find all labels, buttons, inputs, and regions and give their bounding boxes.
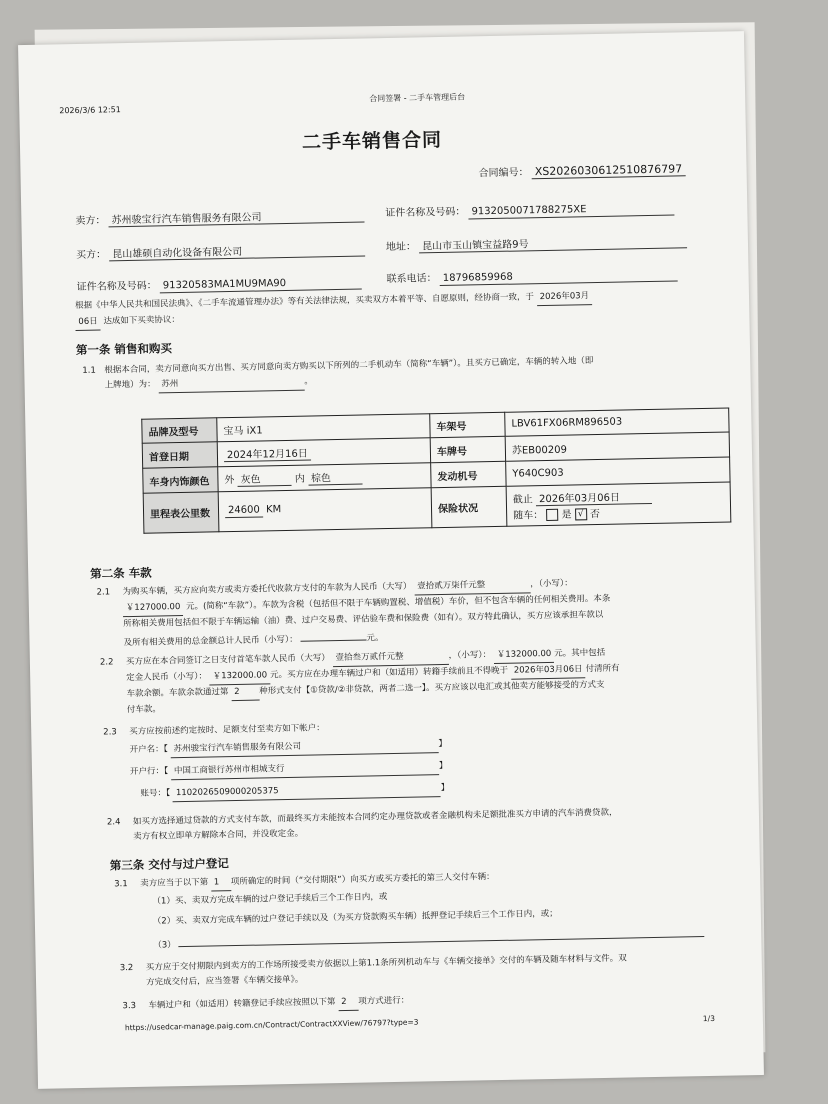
plate-value: 苏EB00209 xyxy=(505,432,729,461)
clause-3-3-number: 3.3 xyxy=(122,1000,137,1012)
clause-2-1-e: 及所有相关费用的总金额总计人民币（小写）： xyxy=(123,634,298,649)
price-in-words: 壹拾贰万柒仟元整 xyxy=(414,577,530,595)
clause-2-2 xyxy=(100,643,741,718)
clause-2-2-g: 车款余额。车款余款通过第 xyxy=(126,687,229,700)
insurance-cell xyxy=(506,482,731,526)
buyer-address-label: 地址： xyxy=(385,241,417,254)
insurance-until-value: 2026年03月06日 xyxy=(536,488,652,506)
delivery-option-2: （2）买、卖双方完成车辆的过户登记手续以及（为买方贷款购买车辆）抵押登记手续后三个工作日内，或； xyxy=(152,908,558,927)
clause-2-2-d: 定金人民币（小写）： xyxy=(126,671,208,684)
int-prefix: 内 xyxy=(294,473,305,485)
clause-2-2-number: 2.2 xyxy=(99,657,114,668)
clause-1-1-end: 。 xyxy=(304,376,313,387)
odometer-value: 24600 xyxy=(225,504,263,518)
clause-2-1-a: 为购买车辆，买方应向卖方或卖方委托代收款方支付的车款为人民币（大写） xyxy=(122,581,412,598)
buyer-cert-row xyxy=(77,273,362,295)
payoff-date: 2026年03月06日 xyxy=(511,662,586,679)
payment-method: 2 xyxy=(231,685,259,702)
article-1-title: 第一条 销售和购买 xyxy=(75,341,173,358)
transfer-item: 2 xyxy=(338,995,358,1011)
clause-1-1 xyxy=(82,354,594,395)
first-payment-amount: ￥132000.00 xyxy=(494,647,555,664)
preamble-date-b: 06日 xyxy=(75,315,101,331)
vin-label: 车架号 xyxy=(430,412,505,437)
account-name-value: 苏州骏宝行汽车销售服务有限公司 xyxy=(170,737,438,758)
delivery-option-3 xyxy=(153,924,704,954)
buyer-value: 昆山雄硕自动化设备有限公司 xyxy=(109,240,365,261)
preamble-suffix: 达成如下买卖协议： xyxy=(103,315,180,327)
color-label: 车身内饰颜色 xyxy=(143,467,218,493)
account-name-label: 开户名：【 xyxy=(129,744,168,756)
seller-cert-row xyxy=(385,198,674,221)
transfer-city: 苏州 xyxy=(158,375,304,394)
clause-3-3-b: 项方式进行： xyxy=(358,995,410,1007)
clause-3-1-number: 3.1 xyxy=(114,879,128,890)
buyer-cert-value: 91320583MA1MU9MA90 xyxy=(160,277,362,294)
article-2-title: 第二条 车款 xyxy=(90,565,152,581)
vehicle-table xyxy=(141,407,731,533)
clause-3-2-a: 买方应于交付期限内到卖方的工作场所接受卖方依据以上第1.1条所列机动车与《车辆交接单》交付的车辆及随车材料与文件。双 xyxy=(145,953,627,973)
engine-value: Y640C903 xyxy=(506,457,730,486)
clause-3-1 xyxy=(114,870,495,893)
insurance-label: 保险状况 xyxy=(431,486,507,527)
brand-label: 品牌及型号 xyxy=(142,418,217,443)
clause-1-1-text2: 上牌地）为： xyxy=(104,379,156,391)
clause-3-2-b: 方完成交付后，应当签署《车辆交接单》。 xyxy=(145,974,304,988)
clause-2-2-a: 买方应在本合同签订之日支付首笔车款人民币（大写） xyxy=(125,653,330,668)
article-3-title: 第三条 交付与过户登记 xyxy=(109,856,229,873)
ext-color: 灰色 xyxy=(237,470,291,487)
seller-value: 苏州骏宝行汽车销售服务有限公司 xyxy=(108,206,364,227)
preamble-date-a: 2026年03月 xyxy=(537,289,593,306)
vin-value: LBV61FX06RM896503 xyxy=(505,408,729,436)
clause-2-1 xyxy=(96,573,737,651)
clause-2-2-c: 元。其中包括 xyxy=(554,647,606,659)
buyer-phone-row xyxy=(386,264,677,287)
clause-1-1-text: 根据本合同，卖方同意向买方出售、买方同意向卖方购买以下所列的二手机动车（简称“车辆”）。且买方已确定，车辆的转入地（即 xyxy=(104,356,594,376)
clause-2-2-i: 付车款。 xyxy=(126,704,161,716)
contract-number-value: XS2026030612510876797 xyxy=(532,162,686,179)
contract-number xyxy=(478,160,685,180)
reg-date-label: 首登日期 xyxy=(142,442,217,468)
clause-2-2-b: ，（小写）： xyxy=(448,650,492,661)
clause-2-3-number: 2.3 xyxy=(103,727,117,738)
contract-number-label: 合同编号： xyxy=(478,167,529,180)
clause-3-1-b: 项所确定的时间（“交付期限”）向买方或买方委托的第三人交付车辆： xyxy=(230,872,495,888)
clause-2-2-h: 种形式支付【①贷款/②非贷款，两者二选一】。买方应该以电汇或其他卖方能够接受的方式支 xyxy=(259,679,605,697)
odometer-label: 里程表公里数 xyxy=(143,492,219,533)
clause-2-1-d: 所称相关费用包括但不限于车辆运输（油）费、过户交易费、评估验车费和保险费（如有）。双方特此确认，买方应该承担车款以 xyxy=(123,609,604,630)
insurance-with-label: 随车： xyxy=(513,510,544,522)
account-name-row xyxy=(129,737,447,759)
clause-3-2-number: 3.2 xyxy=(119,963,134,974)
ext-prefix: 外 xyxy=(224,474,235,487)
delivery-option-1: （1）买、卖双方完成车辆的过户登记手续后三个工作日内，或 xyxy=(152,892,388,907)
page-number: 1/3 xyxy=(702,1013,716,1024)
clause-2-1-c: 元。(简称“车款”）。车款为含税（包括但不限于车辆购置税、增值税）车价，但不包含车辆的任何相关费用。本条 xyxy=(185,593,611,612)
seller-cert-label: 证件名称及号码： xyxy=(385,206,466,220)
bank-close: 】 xyxy=(438,760,448,772)
buyer-address-row xyxy=(386,232,687,254)
account-number-row xyxy=(140,781,449,803)
clause-2-4-number: 2.4 xyxy=(106,817,121,828)
clause-3-1-a: 卖方应当于以下第 xyxy=(140,877,209,889)
clause-2-2-e: 元。买方应在办理车辆过户和（如适用）转籍手续前且不得晚于 xyxy=(270,665,509,681)
clause-2-4-a: 如买方选择通过贷款的方式支付车款，而最终买方未能按本合同约定办理贷款或者金融机构未足额批准买方申请的汽车消费贷款， xyxy=(132,807,618,828)
account-number-value: 1102026509000205375 xyxy=(173,781,441,802)
clause-1-1-number: 1.1 xyxy=(82,365,96,376)
seller-label: 卖方： xyxy=(75,215,106,227)
odometer-cell xyxy=(218,488,432,532)
buyer-cert-label: 证件名称及号码： xyxy=(76,280,157,293)
account-name-close: 】 xyxy=(438,738,448,750)
clause-3-3-a: 车辆过户和（如适用）转籍登记手续应按照以下第 xyxy=(148,997,336,1011)
buyer-phone-value: 18796859968 xyxy=(440,268,678,286)
bank-row xyxy=(130,759,448,781)
clause-3-3 xyxy=(122,994,409,1016)
insurance-until-label: 截止 xyxy=(512,494,533,506)
plate-label: 车牌号 xyxy=(430,436,505,462)
buyer-row xyxy=(76,240,365,262)
yes-checkbox xyxy=(546,509,558,521)
clause-2-2-f: 付清所有 xyxy=(585,663,620,675)
price-amount: ￥127000.00 xyxy=(123,600,184,617)
first-payment-in-words: 壹拾叁万贰仟元整 xyxy=(332,649,448,667)
delivery-item: 1 xyxy=(211,875,231,891)
clause-2-3-text: 买方应按前述约定按时、足额支付至卖方如下帐户： xyxy=(129,723,325,738)
buyer-phone-label: 联系电话： xyxy=(386,273,437,286)
contract-title: 二手车销售合同 xyxy=(301,128,443,154)
system-title: 合同签署 - 二手车管理后台 xyxy=(369,92,466,104)
buyer-address-value: 昆山市玉山镇宝益路9号 xyxy=(419,232,687,253)
bank-value: 中国工商银行苏州市相城支行 xyxy=(171,759,439,780)
clause-2-1-b: ，（小写）： xyxy=(530,578,573,590)
footer-url: https://usedcar-manage.paig.com.cn/Contract/ContractXXView/76797?type=3 xyxy=(124,1017,419,1033)
bank-label: 开户行：【 xyxy=(129,766,169,778)
reg-date-value: 2024年12月16日 xyxy=(224,445,311,463)
brand-value: 宝马 iX1 xyxy=(217,414,430,442)
print-datetime: 2026/3/6 12:51 xyxy=(59,105,121,116)
yes-label: 是 xyxy=(561,509,572,521)
clause-3-2 xyxy=(120,949,740,991)
clause-2-4 xyxy=(107,803,747,845)
clause-2-1-number: 2.1 xyxy=(96,587,111,598)
preamble xyxy=(75,287,715,331)
clause-2-1-f: 元。 xyxy=(366,633,384,644)
no-checkbox: √ xyxy=(575,508,587,520)
buyer-label: 买方： xyxy=(75,249,107,261)
account-number-label: 账号：【 xyxy=(140,788,171,799)
total-amount-blank xyxy=(300,627,366,641)
clause-2-4-b: 卖方有权立即单方解除本合同，并没收定金。 xyxy=(133,828,304,842)
clause-2-3 xyxy=(103,721,325,740)
seller-cert-value: 9132050071788275XE xyxy=(468,202,674,219)
preamble-text: 根据《中华人民共和国民法典》、《二手车流通管理办法》等有关法律法规，买卖双方本着平等、自愿原则，经协商一致，于 xyxy=(74,292,535,312)
seller-row xyxy=(75,206,364,228)
no-label: 否 xyxy=(589,508,601,521)
int-color: 棕色 xyxy=(308,469,362,486)
delivery-option-3-label: （3） xyxy=(153,940,176,951)
engine-label: 发动机号 xyxy=(431,461,506,487)
contract-page xyxy=(18,31,764,1089)
deposit-amount: ￥132000.00 xyxy=(210,668,271,685)
odometer-unit: KM xyxy=(265,504,282,516)
account-number-close: 】 xyxy=(440,782,450,794)
